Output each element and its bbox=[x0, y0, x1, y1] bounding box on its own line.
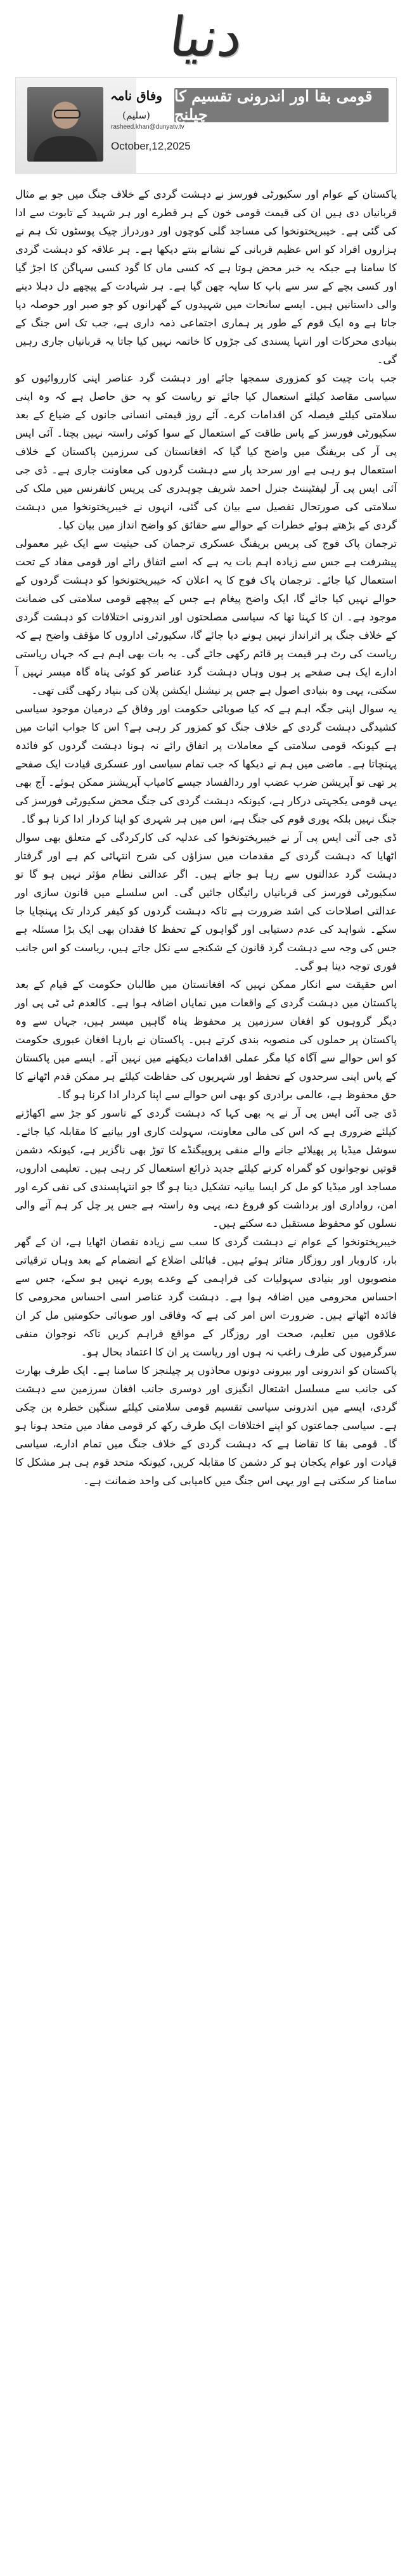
author-name: وفاق نامہ bbox=[110, 88, 162, 103]
newspaper-logo[interactable]: دنیا bbox=[165, 6, 247, 69]
column-banner bbox=[15, 77, 397, 174]
author-glasses bbox=[54, 110, 80, 119]
article-paragraph: اس حقیقت سے انکار ممکن نہیں کہ افغانستان میں طالبان حکومت کے قیام کے بعد پاکستان میں دہشت گردی کے واقعات میں نمایاں اضافہ ہوا ہے۔ کالعدم ٹی ٹی پی اور دیگر گروہوں کو افغان سرزمین پر محفوظ پناہ گاہیں میسر ہیں، جہاں سے وہ پاکستان پر حملوں کی منصوبہ بندی کرتے ہیں۔ پاکستان نے بارہا افغان عبوری حکومت کو اس حوالے سے آگاہ کیا مگر عملی اقدامات دیکھنے میں نہیں آئے۔ ایسے میں پاکستان کے پاس اپنی سرحدوں کے تحفظ اور شہریوں کی حفاظت کیلئے ہر ممکن قدم اٹھانے کا حق محفوظ ہے، عالمی برادری کو بھی اس حوالے سے اپنا کردار ادا کرنا ہو گا۔ bbox=[15, 978, 397, 1101]
article-body bbox=[15, 185, 397, 1490]
article-paragraph: پاکستان کے عوام اور سکیورٹی فورسز نے دہشت گردی کے خلاف جنگ میں جو بے مثال قربانیاں دی ہیں ان کی قیمت قومی خون کے ہر قطرے اور ہر شہید کے تابوت سے ادا کی گئی ہے۔ خیبرپختونخوا کی مساجد گلی کوچوں اور دوردراز چیک پوسٹوں تک ہم نے ہزاروں افراد کو اس عظیم قربانی کے نشانے بنتے دیکھا ہے۔ ہر علاقہ کو دہشت گردی کا سامنا ہے جبکہ یہ خبر محض ہوتا ہے کہ کسی ماں کا گود کسی سہاگن کا اجڑ گیا اور کسی بچے کے سر سے باپ کا سایہ چھن گیا ہے۔ ہر شہادت کے پیچھے دل دہلا دینے والی داستانیں ہیں۔ ایسے سانحات میں شہیدوں کے گھرانوں کو جو صبر اور حوصلہ دیا جاتا ہے وہ ایک قوم کے طور پر ہماری اجتماعی ذمہ داری ہے، جب تک اس جنگ کے بنیادی محرکات اور انتہا پسندی کی جڑوں کا خاتمہ نہیں کیا جاتا یہ قربانیاں جاری رہیں گی۔ bbox=[15, 188, 397, 366]
article-paragraph: جب بات چیت کو کمزوری سمجھا جائے اور دہشت گرد عناصر اپنی کارروائیوں کو سیاسی مقاصد کیلئے استعمال کیا جائے تو ریاست کو یہ حق حاصل ہے کہ وہ اپنی سلامتی کیلئے فیصلہ کن اقدامات کرے۔ آئے روز قیمتی انسانی جانوں کے ضیاع کے بعد سکیورٹی فورسز کے پاس طاقت کے استعمال کے سوا کوئی راستہ نہیں بچتا۔ آئی ایس پی آر کی بریفنگ میں واضح کیا گیا کہ افغانستان کی سرزمین پاکستان کے خلاف استعمال ہو رہی ہے اور سرحد پار سے دہشت گردوں کی معاونت جاری ہے۔ ڈی جی آئی ایس پی آر لیفٹیننٹ جنرل احمد شریف چوہدری کی پریس کانفرنس میں ملک کی سلامتی کی صورتحال تفصیل سے بیان کی گئی، انہوں نے خیبرپختونخوا میں دہشت گردی کے بڑھتے ہوئے خطرات کے حوالے سے حقائق کو واضح انداز میں بیان کیا۔ bbox=[15, 372, 397, 531]
article-paragraph: ڈی جی آئی ایس پی آر نے خیبرپختونخوا کی عدلیہ کی کارکردگی کے متعلق بھی سوال اٹھایا کہ دہشت گردی کے مقدمات میں سزاؤں کی شرح انتہائی کم ہے اور گرفتار دہشت گرد عدالتوں سے رہا ہو جاتے ہیں۔ اگر عدالتی نظام مؤثر نہیں ہو گا تو سکیورٹی فورسز کی قربانیاں رائیگاں جائیں گی۔ اس سلسلے میں قانون سازی اور عدالتی اصلاحات کی اشد ضرورت ہے تاکہ دہشت گردوں کو کیفر کردار تک پہنچایا جا سکے۔ شواہد کی عدم دستیابی اور گواہوں کے تحفظ کا فقدان بھی ایک بڑا مسئلہ ہے جس کی وجہ سے دہشت گرد قانون کے شکنجے سے نکل جاتے ہیں، ریاست کو اس جانب فوری توجہ دینا ہو گی۔ bbox=[15, 831, 397, 972]
author-email[interactable]: rasheed.khan@dunyatv.tv bbox=[111, 124, 184, 131]
author-city: (سلیم) bbox=[122, 110, 150, 121]
author-photo bbox=[27, 87, 103, 162]
publish-date: October,12,2025 bbox=[111, 140, 191, 152]
article-paragraph: ڈی جی آئی ایس پی آر نے یہ بھی کہا کہ دہشت گردی کے ناسور کو جڑ سے اکھاڑنے کیلئے ضروری ہے کہ اس کی مالی معاونت، سہولت کاری اور بیانیے کا مقابلہ کیا جائے۔ سوشل میڈیا پر پھیلائے جانے والے منفی پروپیگنڈے کا توڑ بھی ناگزیر ہے، کیونکہ دشمن قوتیں نوجوانوں کو گمراہ کرنے کیلئے جدید ذرائع استعمال کر رہی ہیں۔ تعلیمی اداروں، مساجد اور میڈیا کو مل کر ایسا بیانیہ تشکیل دینا ہو گا جو انتہاپسندی کی نفی کرے اور امن، رواداری اور برداشت کو فروغ دے، یہی وہ راستہ ہے جس پر چل کر ہم آنے والی نسلوں کو محفوظ مستقبل دے سکتے ہیں۔ bbox=[15, 1107, 397, 1229]
author-shoulders bbox=[34, 136, 97, 162]
author-block bbox=[105, 88, 168, 121]
article-paragraph: خیبرپختونخوا کے عوام نے دہشت گردی کا سب سے زیادہ نقصان اٹھایا ہے، ان کے گھر بار، کاروبار اور روزگار متاثر ہوئے ہیں۔ قبائلی اضلاع کے انضمام کے بعد وہاں ترقیاتی منصوبوں اور بنیادی سہولیات کی فراہمی کے وعدے پورے نہیں ہو سکے، جس سے احساس محرومی میں اضافہ ہوا ہے۔ دہشت گرد عناصر اسی احساس محرومی کا فائدہ اٹھاتے ہیں۔ ضرورت اس امر کی ہے کہ وفاقی اور صوبائی حکومتیں مل کر ان علاقوں میں تعلیم، صحت اور روزگار کے مواقع فراہم کریں تاکہ نوجوان منفی سرگرمیوں کی طرف راغب نہ ہوں اور ریاست پر ان کا اعتماد بحال ہو۔ bbox=[15, 1236, 397, 1358]
column-title: قومی بقا اور اندرونی تقسیم کا چیلنج bbox=[174, 88, 389, 122]
article-paragraph: پاکستان کو اندرونی اور بیرونی دونوں محاذوں پر چیلنجز کا سامنا ہے۔ ایک طرف بھارت کی جانب سے مسلسل اشتعال انگیزی اور دوسری جانب افغان سرزمین سے دہشت گردی، ایسے میں اندرونی سیاسی تقسیم قومی سلامتی کیلئے سنگین خطرہ بن چکی ہے۔ سیاسی جماعتوں کو اپنے اختلافات ایک طرف رکھ کر قومی مفاد میں متحد ہونا ہو گا۔ قومی بقا کا تقاضا ہے کہ دہشت گردی کے خلاف جنگ میں تمام ادارے، سیاسی قیادت اور عوام یکجان ہو کر دشمن کا مقابلہ کریں، کیونکہ متحد قوم ہی ہر مشکل کا سامنا کر سکتی ہے اور یہی اس جنگ میں کامیابی کی واحد ضمانت ہے۔ bbox=[15, 1364, 397, 1487]
masthead bbox=[0, 0, 412, 75]
article-paragraph: یہ سوال اپنی جگہ اہم ہے کہ کیا صوبائی حکومت اور وفاق کے درمیان موجود سیاسی کشیدگی دہشت گردی کے خلاف جنگ کو کمزور کر رہی ہے؟ اس کا جواب اثبات میں ہے کیونکہ قومی سلامتی کے معاملات پر اتفاق رائے نہ ہونا دہشت گردوں کو فائدہ پہنچاتا ہے۔ ماضی میں ہم نے دیکھا کہ جب تمام سیاسی اور عسکری قیادت ایک صفحے پر تھی تو آپریشن ضرب عضب اور ردالفساد جیسے کامیاب آپریشنز ممکن ہوئے۔ آج بھی یہی قومی یکجہتی درکار ہے، کیونکہ دہشت گردی کی جنگ محض سکیورٹی فورسز کی جنگ نہیں بلکہ پوری قوم کی جنگ ہے، اس میں ہر شہری کو اپنا کردار ادا کرنا ہو گا۔ bbox=[15, 703, 397, 825]
article-paragraph: ترجمان پاک فوج کی پریس بریفنگ عسکری ترجمان کی حیثیت سے ایک غیر معمولی پیشرفت ہے جس سے زیادہ اہم بات یہ ہے کہ اسے اتفاق رائے اور قومی مفاد کے تحت استعمال کیا جائے۔ ترجمان پاک فوج کا یہ اعلان کہ خیبرپختونخوا کو دہشت گردوں کے حوالے نہیں کیا جائے گا، ایک واضح پیغام ہے جس کے پیچھے قومی سلامتی کی ضمانت موجود ہے۔ ان کا کہنا تھا کہ سیاسی مصلحتوں اور اندرونی اختلافات کو دہشت گردی کے خلاف جنگ پر اثرانداز نہیں ہونے دیا جائے گا، سکیورٹی اداروں کا مؤقف واضح ہے کہ ریاست کی رٹ ہر قیمت پر قائم رکھی جائے گی۔ یہ بات بھی اہم ہے کہ جہاں ریاستی ادارے ایک ہی صفحے پر ہوں وہاں دہشت گرد عناصر کو کوئی پناہ گاہ میسر نہیں آ سکتی، یہی وہ بنیادی اصول ہے جس پر نیشنل ایکشن پلان کی بنیاد رکھی گئی تھی۔ bbox=[15, 537, 397, 696]
